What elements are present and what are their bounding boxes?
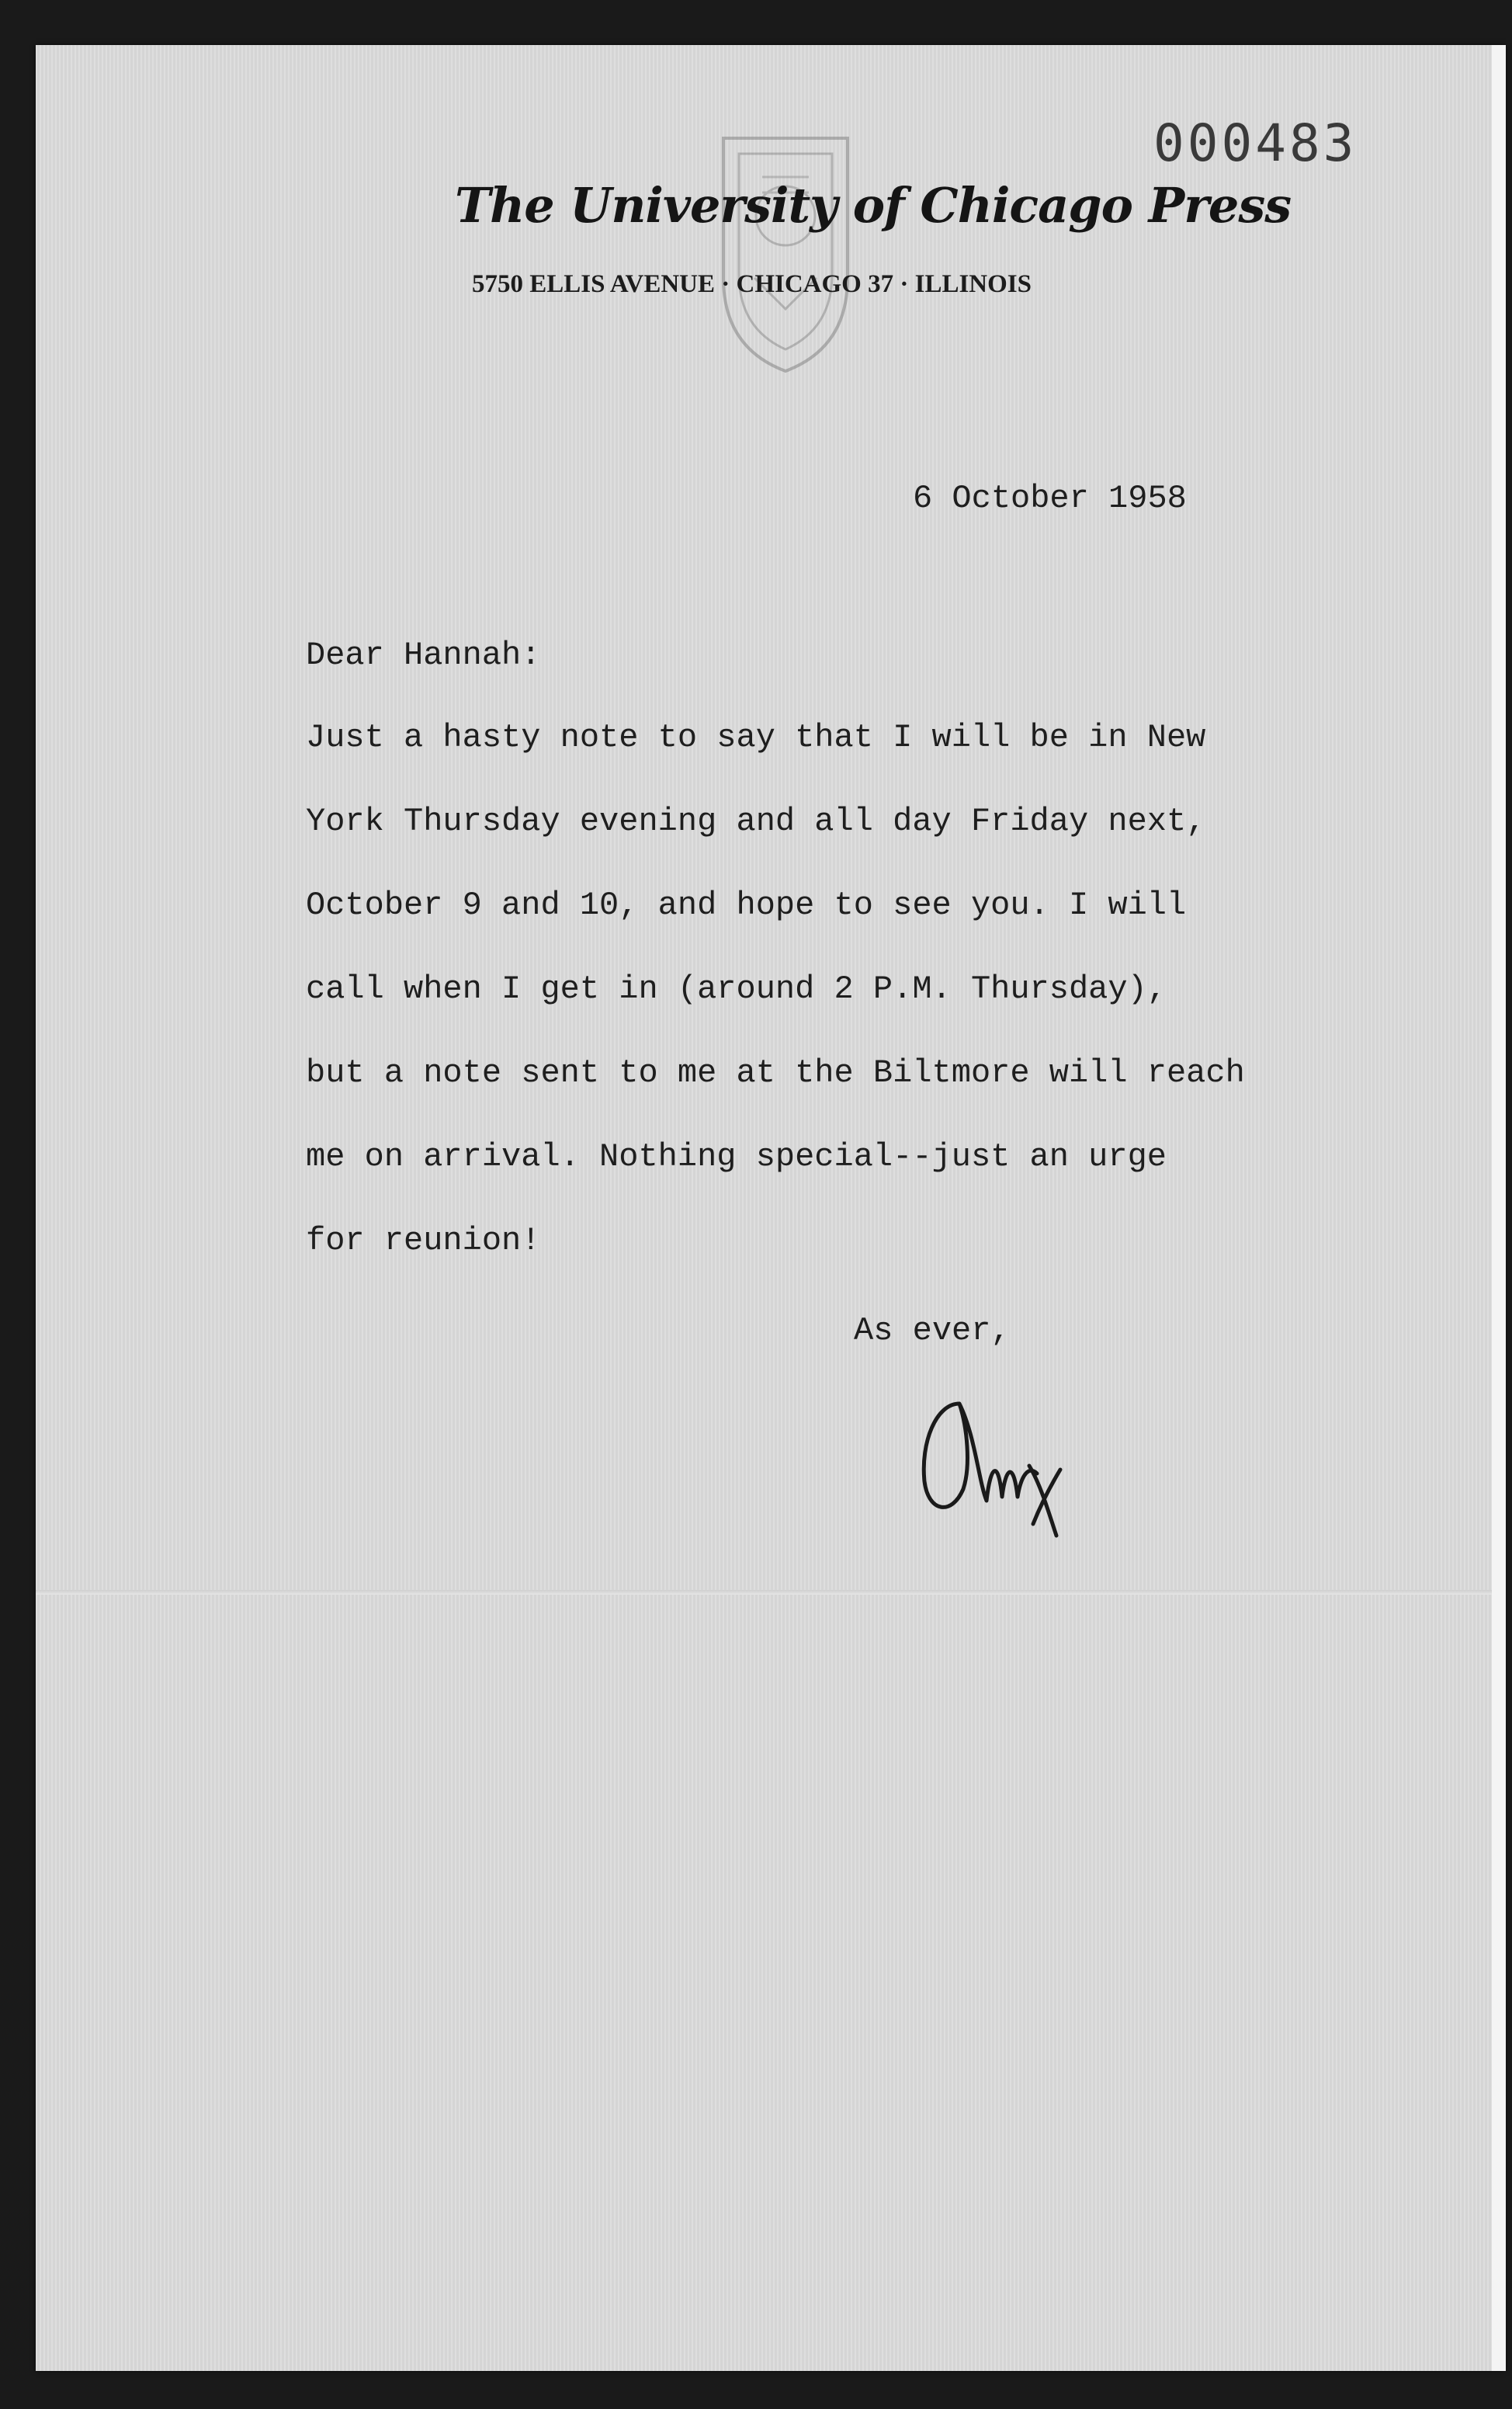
salutation: Dear Hannah: — [306, 637, 541, 674]
body-line-4: call when I get in (around 2 P.M. Thursday), — [306, 970, 1167, 1008]
body-line-3: October 9 and 10, and hope to see you. I will — [306, 887, 1187, 924]
letter-sheet — [36, 45, 1506, 2371]
paper-fold — [36, 1590, 1492, 1595]
body-line-7: for reunion! — [306, 1222, 541, 1259]
body-line-5: but a note sent to me at the Biltmore will reach — [306, 1054, 1245, 1092]
handwritten-signature — [905, 1357, 1091, 1543]
university-seal-icon — [708, 123, 863, 379]
letter-date: 6 October 1958 — [913, 480, 1187, 517]
body-line-6: me on arrival. Nothing special--just an urge — [306, 1138, 1167, 1175]
body-line-1: Just a hasty note to say that I will be in New — [306, 719, 1206, 756]
closing: As ever, — [854, 1312, 1011, 1349]
press-address: 5750 ELLIS AVENUE · CHICAGO 37 · ILLINOIS — [472, 270, 1032, 298]
press-name-heading: The University of Chicago Press — [455, 177, 1292, 234]
body-line-2: York Thursday evening and all day Friday next, — [306, 803, 1206, 840]
document-number: 000483 — [1153, 113, 1358, 173]
